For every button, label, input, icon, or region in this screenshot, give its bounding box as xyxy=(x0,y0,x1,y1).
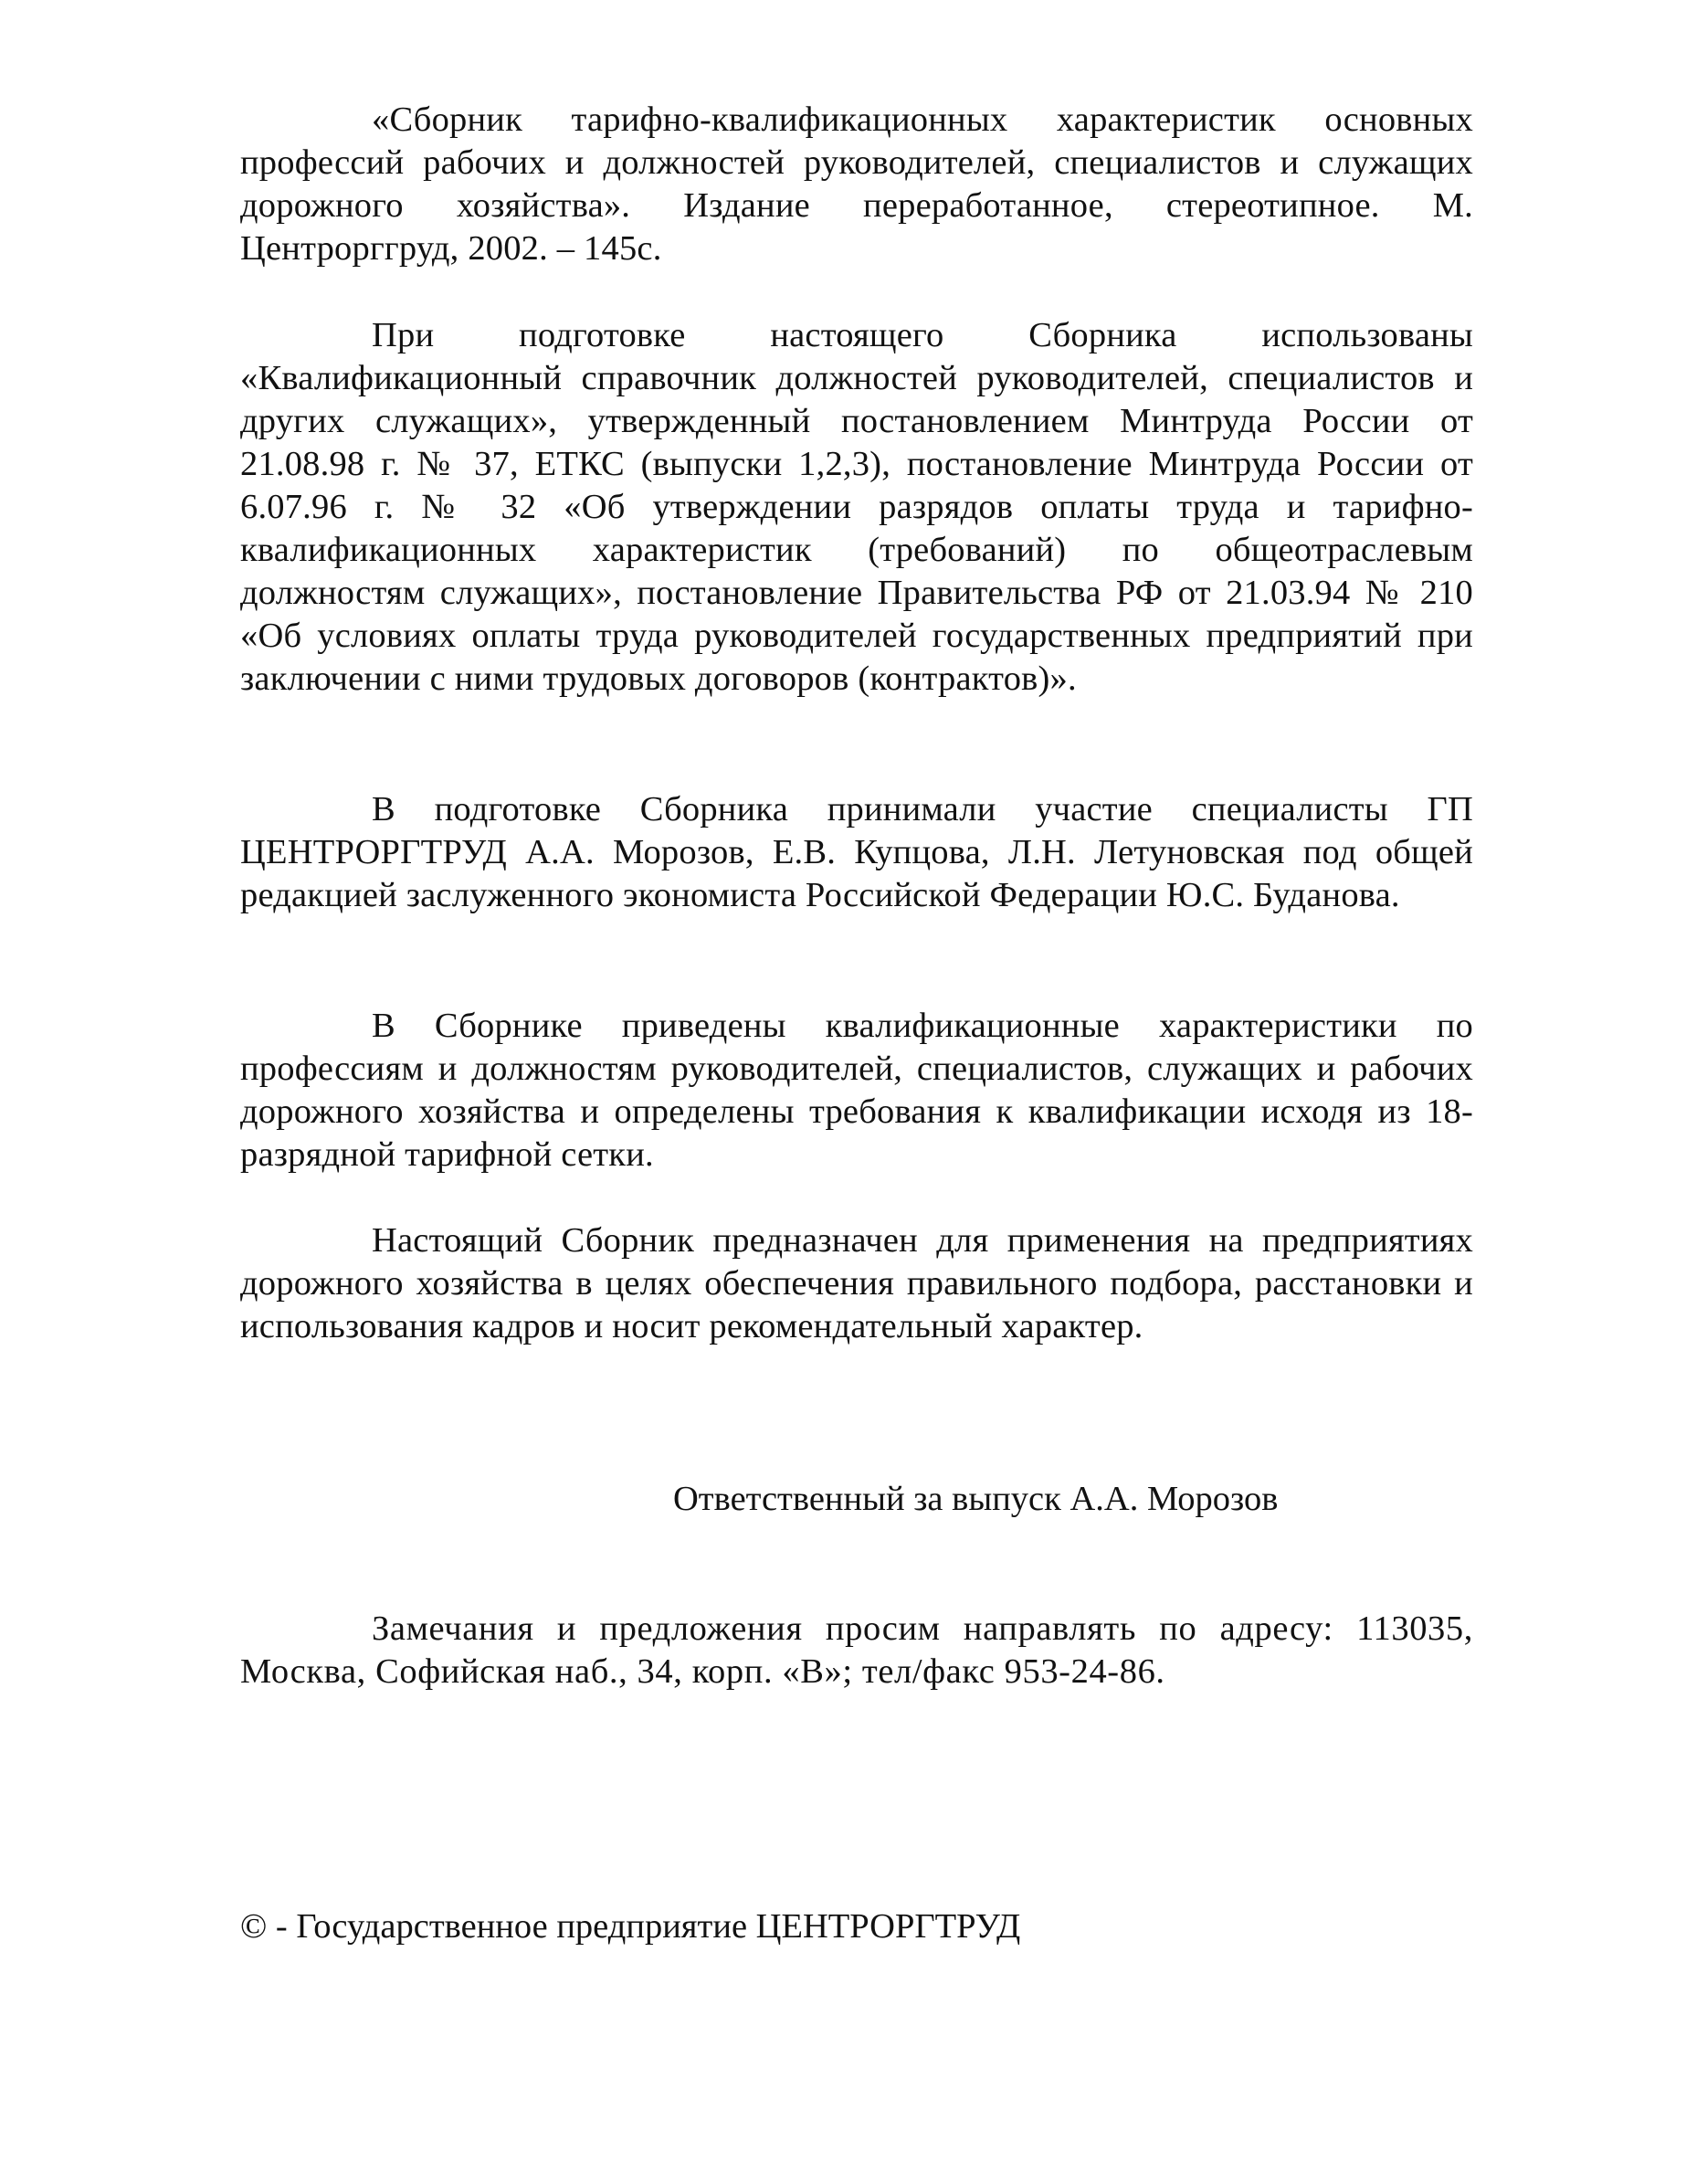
paragraph-bibliographic-reference: «Сборник тарифно-квалификационных характеристик основных профессий рабочих и должностей руководителей, специалистов и служащих дорожного хозяйства». Издание переработанное, стереотипное. М. Центрорггруд, 2002. – 145с. xyxy=(240,100,1473,268)
paragraph-purpose: Настоящий Сборник предназначен для применения на предприятиях дорожного хозяйства в целях обеспечения правильного подбора, расстановки и использования кадров и носит рекомендательный характер. xyxy=(240,1221,1473,1345)
paragraph-sources-used: При подготовке настоящего Сборника использованы «Квалификационный справочник должностей руководителей, специалистов и других служащих», утвержденный постановлением Минтруда России от 21.08.98 г. № 37, ЕТКС (выпуски 1,2,3), постановление Минтруда России от 6.07.96 г. № 32 «Об утверждении разрядов оплаты труда и тарифно-квалификационных характеристик (требований) по общеотраслевым должностям служащих», постановление Правительства РФ от 21.03.94 № 210 «Об условиях оплаты труда руководителей государственных предприятий при заключении с ними трудовых договоров (контрактов)». xyxy=(240,316,1473,698)
copyright-line: © - Государственное предприятие ЦЕНТРОРГТРУД xyxy=(240,1907,1021,1946)
paragraph-contributors: В подготовке Сборника принимали участие специалисты ГП ЦЕНТРОРГТРУД А.А. Морозов, Е.В. Купцова, Л.Н. Летуновская под общей редакцией заслуженного экономиста Российской Федерации Ю.С. Буданова. xyxy=(240,790,1473,914)
paragraph-contact-address: Замечания и предложения просим направлять по адресу: 113035, Москва, Софийская наб., 34, корп. «В»; тел/факс 953-24-86. xyxy=(240,1609,1473,1691)
paragraph-contents-description: В Сборнике приведены квалификационные характеристики по профессиям и должностям руководителей, специалистов, служащих и рабочих дорожного хозяйства и определены требования к квалификации исходя из 18-разрядной тарифной сетки. xyxy=(240,1007,1473,1174)
responsible-editor-line: Ответственный за выпуск А.А. Морозов xyxy=(673,1480,1279,1518)
